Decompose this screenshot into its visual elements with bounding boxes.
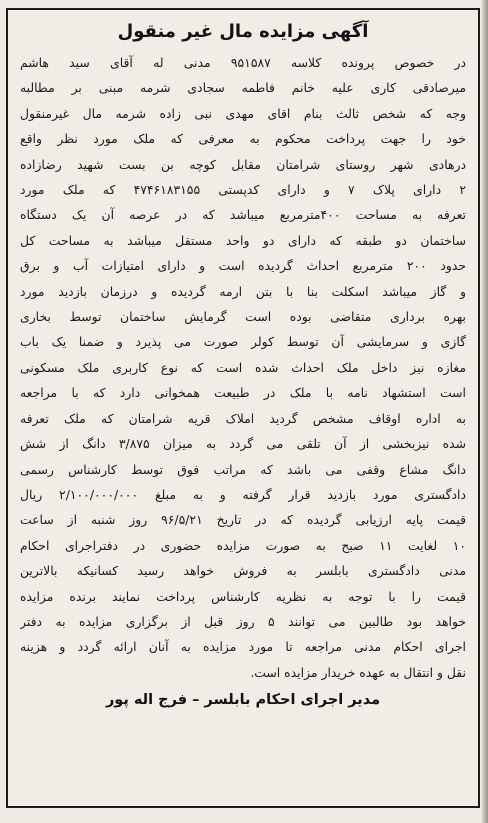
notice-line: ۲ دارای پلاک ۷ و دارای کدپستی ۴۷۴۶۱۸۳۱۵۵ که ملک مورد [20,182,466,198]
notice-line: نقل و انتقال به عهده خریدار مزایده است. [250,664,466,680]
notice-line: در خصوص پرونده کلاسه ۹۵۱۵۸۷ مدنی له آقای سید هاشم [20,55,466,70]
notice-line: مدنی دادگستری بابلسر به فروش خواهد رسید کسانیکه بالاترین [20,563,466,579]
notice-line: و گاز میباشد اسکلت بنا با بتن ارمه گردیده و درزمان بازدید مورد [20,283,466,299]
notice-line: قیمت را با توجه به نظریه کارشناس پرداخت نمایند برنده مزایده [20,588,466,604]
notice-box [6,8,480,808]
notice-line: ۱۰ لغایت ۱۱ صبح به صورت مزایده حضوری در دفتراجرای احکام [20,537,466,553]
notice-signature: مدیر اجرای احکام بابلسر – فرج اله پور [105,692,381,709]
notice-line: خود را جهت پرداخت محکوم به معرفی که ملک مورد نظر واقع [20,131,466,147]
notice-line: درهادی شهر روستای شرامتان مقابل کوچه بن بست شهید رضازاده [20,156,466,172]
scan-shadow-edge [482,0,488,823]
notice-line: تعرفه به مساحت ۴۰۰مترمربع میباشد که در عرصه آن یک دستگاه [20,207,466,223]
notice-line: قیمت پایه ارزیابی گردیده که در تاریخ ۹۶/۵/۲۱ روز شنبه از ساعت [20,512,466,528]
notice-line: دانگ مشاع وقفی می باشد که مراتب فوق توسط کارشناس رسمی [20,461,466,477]
notice-line: اجرای احکام مدنی مراجعه تا مورد مزایده به آنان ارائه گردد و هزینه [20,639,466,655]
notice-line: میرصادقی کاری علیه خانم فاطمه سجادی شرمه مبنی بر مطالبه [20,80,466,96]
notice-line: مغازه نیز داخل ملک احداث شده است که نوع کاربری ملک مسکونی [20,359,466,375]
notice-line: خواهد بود طالبین می توانند ۵ روز قبل از برگزاری مزایده به دفتر [20,613,466,629]
notice-line: بهره برداری متقاضی بوده است گرمایش ساختمان توسط بخاری [20,309,466,325]
notice-line: گازی و سرمایشی آن توسط کولر صورت می پذیرد و ضمنا یک باب [20,334,466,350]
notice-line: ساختمان دو طبقه که دارای دو واحد مستقل میباشد به مساحت کل [20,232,466,248]
notice-line: وجه که شخص ثالث بنام اقای مهدی نبی زاده شرمه مال غیرمنقول [20,105,466,121]
notice-title: آگهی مزایده مال غیر منقول [117,21,369,42]
notice-line: دادگستری مورد بازدید قرار گرفته و به مبلغ ۲/۱۰۰/۰۰۰/۰۰۰ ریال [20,486,466,502]
notice-line: حدود ۲۰۰ مترمربع احداث گردیده است و دارای امتیازات آب و برق [20,258,466,274]
notice-line: شده نیزبخشی از آن تلقی می گردد به میزان ۳/۸۷۵ دانگ از شش [20,436,466,452]
notice-line: به اداره اوقاف مشخص گردید املاک قریه شرامتان که ملک تعرفه [20,410,466,426]
notice-body [20,50,466,685]
notice-line: است استشهاد نامه با ملک در طبیعت همخوانی دارد که با مراجعه [20,385,466,401]
